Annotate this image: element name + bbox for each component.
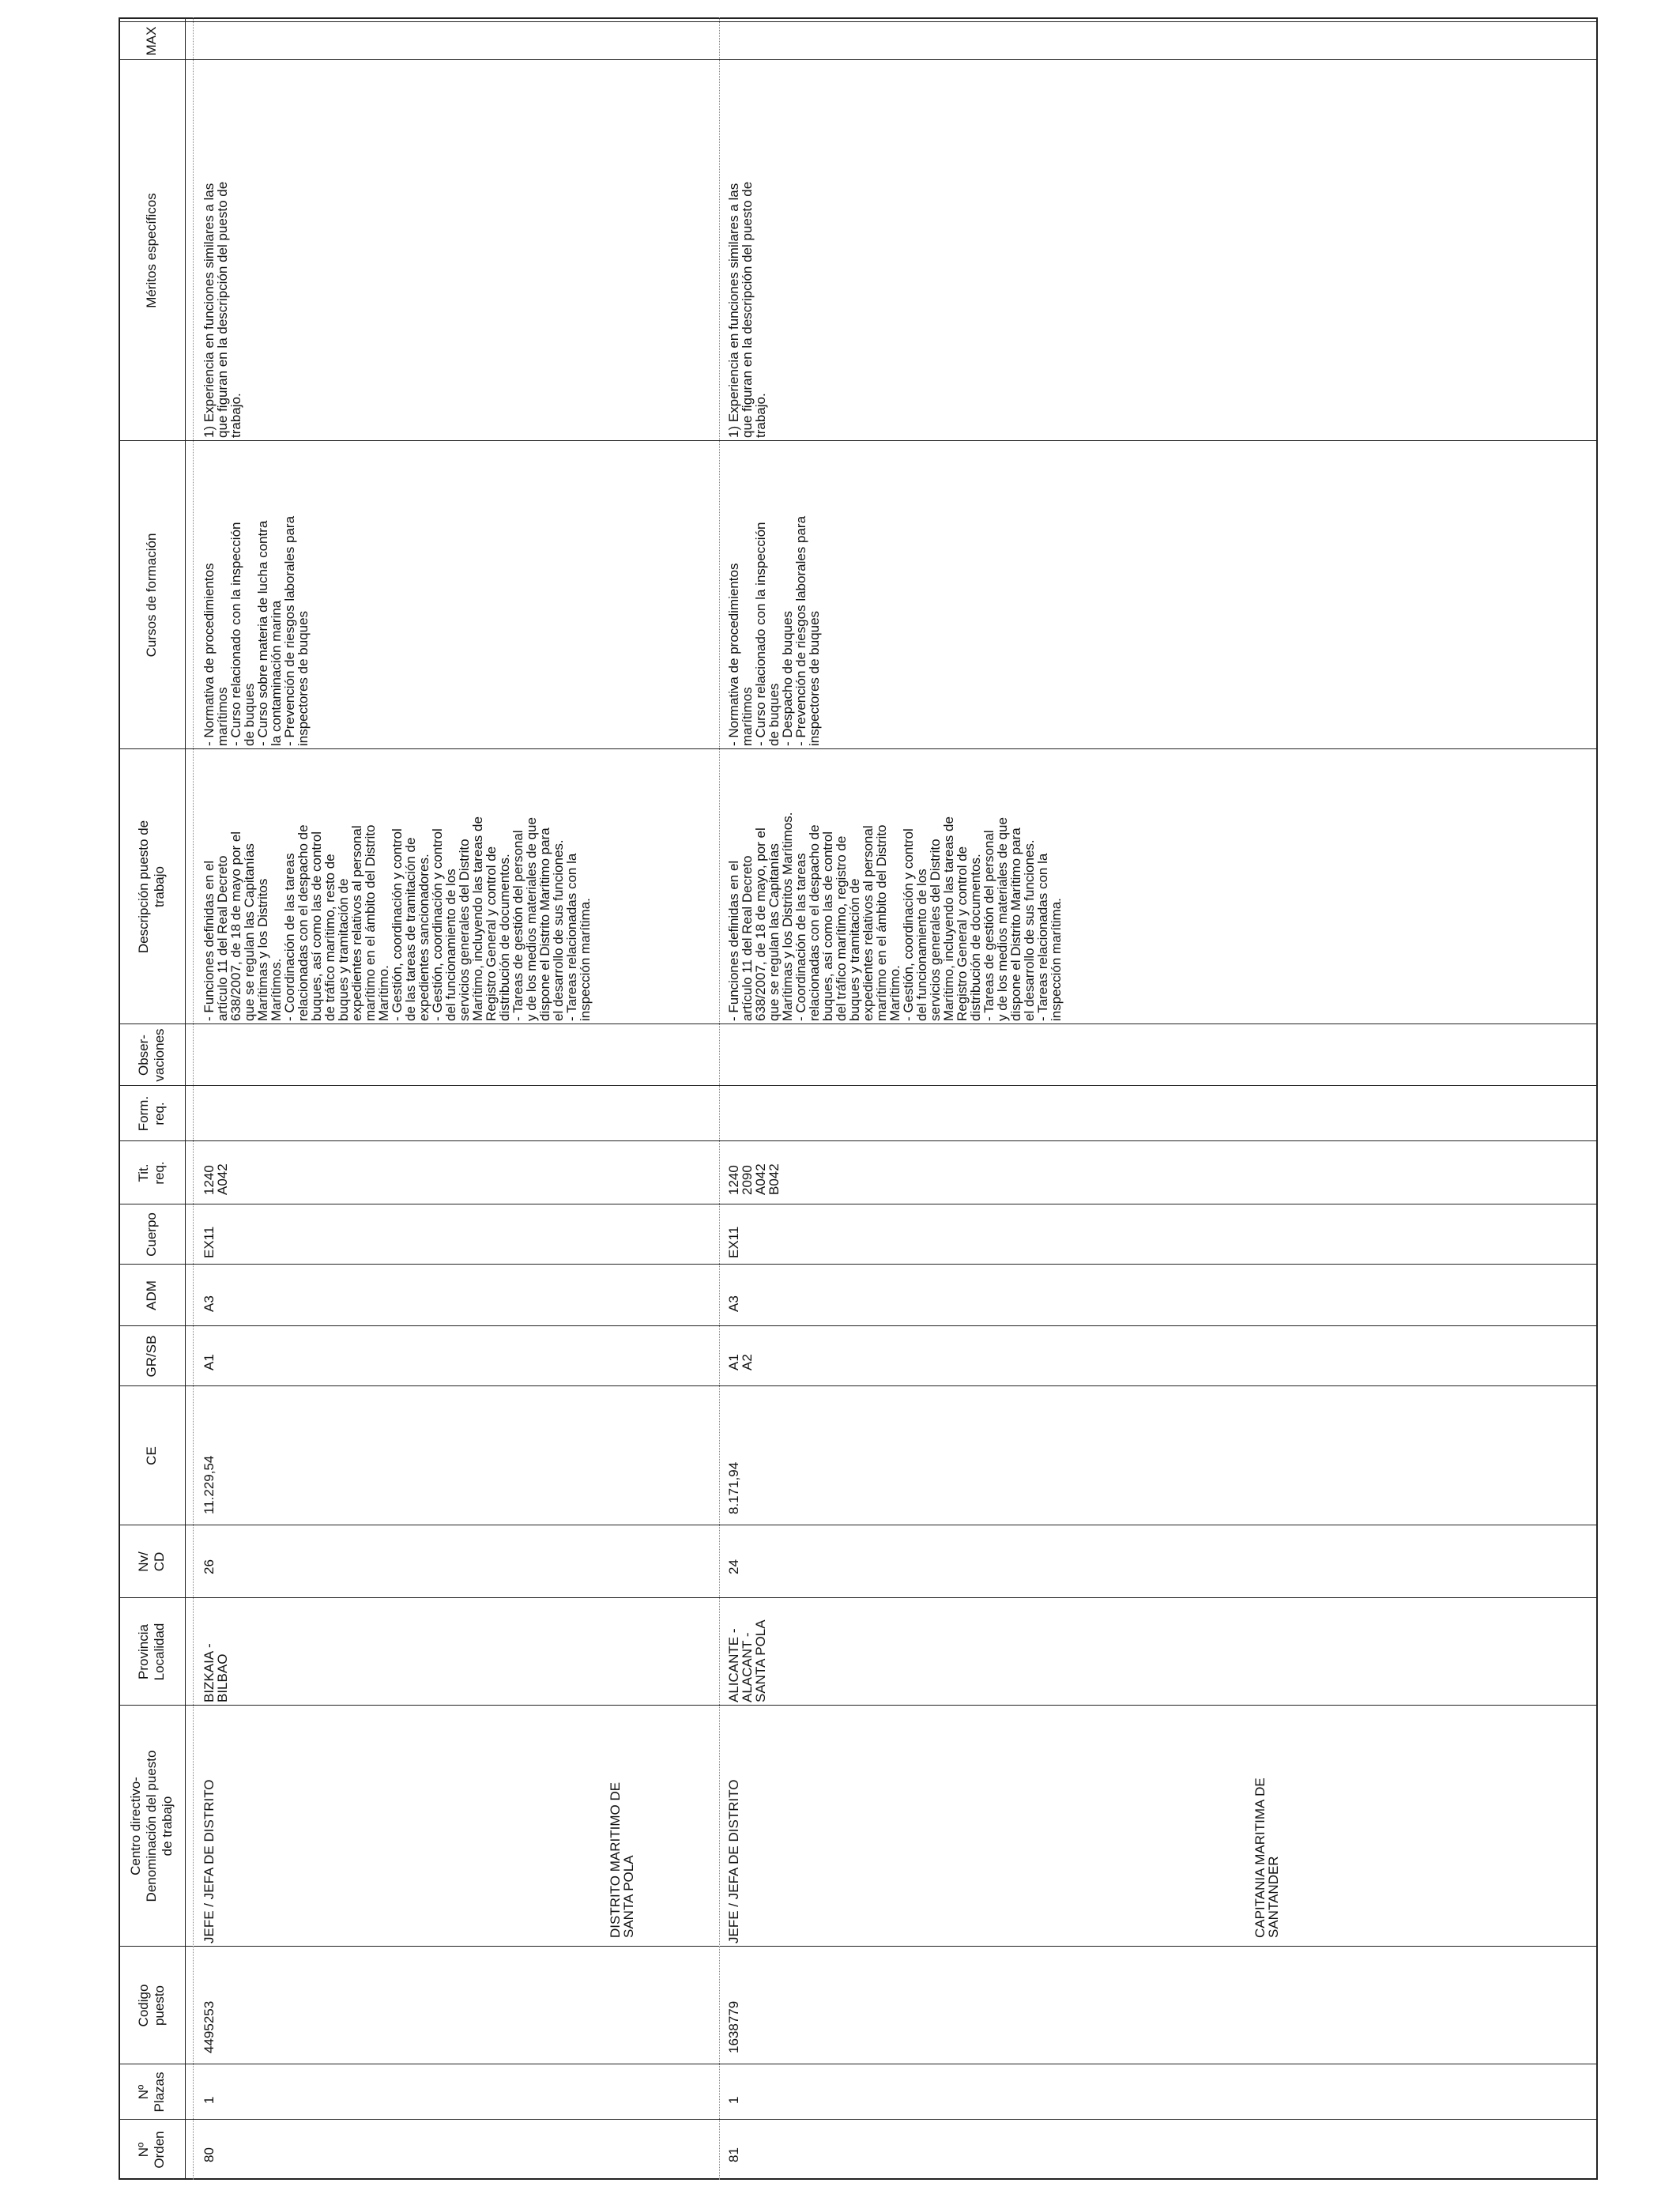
row81-tit: 1240 2090 A042 B042 — [726, 1163, 782, 1195]
row80-cursos: - Normativa de procedimientos marítimos - Curso relacionado con la inspección de buques - Curso sobre materia de lucha contra la contaminación marina - Prevención de riesgos laborales para inspectores de buques — [202, 515, 311, 746]
col-divider — [119, 1140, 1598, 1141]
row-divider — [719, 17, 720, 2180]
row81-ce: 8.171,94 — [726, 1461, 741, 1514]
header-ce: CE — [144, 1446, 159, 1465]
header-codigo: Codigo puesto — [136, 1984, 167, 2027]
col-divider — [119, 1385, 1598, 1386]
row-divider — [193, 17, 194, 2180]
row81-meritos: 1) Experiencia en funciones similares a las que figuran en la descripción del puesto de trabajo. — [726, 181, 768, 438]
row80-adm: A3 — [202, 1295, 217, 1312]
header-me — [119, 16, 185, 22]
row81-orden: 81 — [726, 2147, 741, 2162]
row81-codigo: 1638779 — [726, 2000, 741, 2053]
rpt-table — [119, 17, 1598, 2180]
row80-nivel: 26 — [202, 1559, 217, 1574]
header-divider — [185, 17, 186, 2180]
header-adm: ADM — [144, 1280, 159, 1310]
group-label-santa-pola: DISTRITO MARITIMO DE SANTA POLA — [608, 1781, 636, 1938]
row80-meritos: 1) Experiencia en funciones similares a las que figuran en la descripción del puesto de trabajo. — [202, 181, 243, 438]
header-form: Form. req. — [136, 1095, 167, 1132]
table-frame — [119, 17, 1598, 2180]
row80-ce: 11.229,54 — [202, 1455, 217, 1514]
row81-denominacion: JEFE / JEFA DE DISTRITO — [726, 1779, 741, 1943]
row81-cuerpo: EX11 — [726, 1226, 741, 1258]
row81-nivel: 24 — [726, 1559, 741, 1574]
row80-grsb: A1 — [202, 1354, 217, 1370]
row80-orden: 80 — [202, 2147, 217, 2162]
row81-descripcion: - Funciones definidas en el artículo 11 del Real Decreto 638/2007, de 18 de mayo, por el que se regulan las Capitanías Marítimas y los Distritos Marítimos. - Coordinación de las tareas relacionadas con el despacho de buques, así como las de control del tráfico marítimo, registro de buques y tramitación de expedientes relativos al personal marítimo en el ámbito del Distrito Marítimo. - Gestión, coordinación y control del funcionamiento de los servicios generales del Distrito Marítimo, incluyendo las tareas de Registro General y control de distribución de documentos. - Tareas de gestión del personal y de los medios materiales de que dispone el Distrito Marítimo para el desarrollo de sus funciones. - Tareas relacionadas con la inspección marítima. — [726, 812, 1064, 1021]
row81-plazas: 1 — [726, 2096, 741, 2104]
header-orden: Nº Orden — [136, 2131, 167, 2169]
header-descripcion: Descripción puesto de trabajo — [136, 820, 167, 954]
col-divider — [119, 1085, 1598, 1086]
header-max: MAX — [144, 26, 159, 56]
header-tit: Tit. req. — [136, 1161, 167, 1185]
header-provincia: Provincia Localidad — [136, 1623, 167, 1681]
col-divider — [119, 21, 1598, 22]
row80-provincia: BIZKAIA - BILBAO — [202, 1643, 230, 1702]
header-grsb: GR/SB — [144, 1335, 159, 1378]
row81-cursos: - Normativa de procedimientos marítimos - Curso relacionado con la inspección de buques - Despacho de buques - Prevención de riesgos laborales para inspectores de buques — [726, 515, 822, 746]
row80-plazas: 1 — [202, 2096, 217, 2104]
row80-descripcion: - Funciones definidas en el artículo 11 del Real Decreto 638/2007, de 18 de mayo por el que se regulan las Capitanías Marítimas y los Distritos Marítimos. - Coordinación de las tareas relacionadas con el despacho de buques, así como las de control de tráfico marítimo, resto de buques y tramitación de expedientes relativos al personal marítimo en el ámbito del Distrito Marítimo. - Gestión, coordinación y control de las tareas de tramitación de expedientes sancionadores. - Gestión, coordinación y control del funcionamiento de los servicios generales del Distrito Marítimo, incluyendo las tareas de Registro General y control de distribución de documentos. - Tareas de gestión del personal y de los medios materiales de que dispone el Distrito Marítimo para el desarrollo de sus funciones. - Tareas relacionadas con la inspección marítima. — [202, 816, 593, 1021]
row81-grsb: A1 A2 — [726, 1354, 755, 1370]
col-divider — [119, 440, 1598, 441]
col-divider — [119, 1264, 1598, 1265]
row81-adm: A3 — [726, 1295, 741, 1312]
row80-codigo: 4495253 — [202, 2000, 217, 2053]
row80-tit: 1240 A042 — [202, 1163, 230, 1195]
header-plazas: Nº Plazas — [136, 2071, 167, 2113]
col-divider — [119, 1705, 1598, 1706]
header-cursos: Cursos de formación — [144, 533, 159, 658]
col-divider — [119, 1597, 1598, 1598]
row81-provincia: ALICANTE - ALACANT - SANTA POLA — [726, 1619, 768, 1702]
header-cuerpo: Cuerpo — [144, 1212, 159, 1257]
header-meritos: Méritos específicos — [144, 193, 159, 308]
header-centro: Centro directivo- Denominación del puesto de trabajo — [128, 1750, 175, 1902]
row80-cuerpo: EX11 — [202, 1226, 217, 1258]
col-divider — [119, 2119, 1598, 2120]
col-divider — [119, 1325, 1598, 1326]
row80-denominacion: JEFE / JEFA DE DISTRITO — [202, 1779, 217, 1943]
group-label-santander: CAPITANIA MARITIMA DE SANTANDER — [1252, 1777, 1281, 1938]
col-divider — [119, 59, 1598, 60]
col-divider — [119, 1946, 1598, 1947]
header-nivel: Nv/ CD — [136, 1551, 167, 1572]
header-obs: Obser- vaciones — [136, 1028, 167, 1082]
